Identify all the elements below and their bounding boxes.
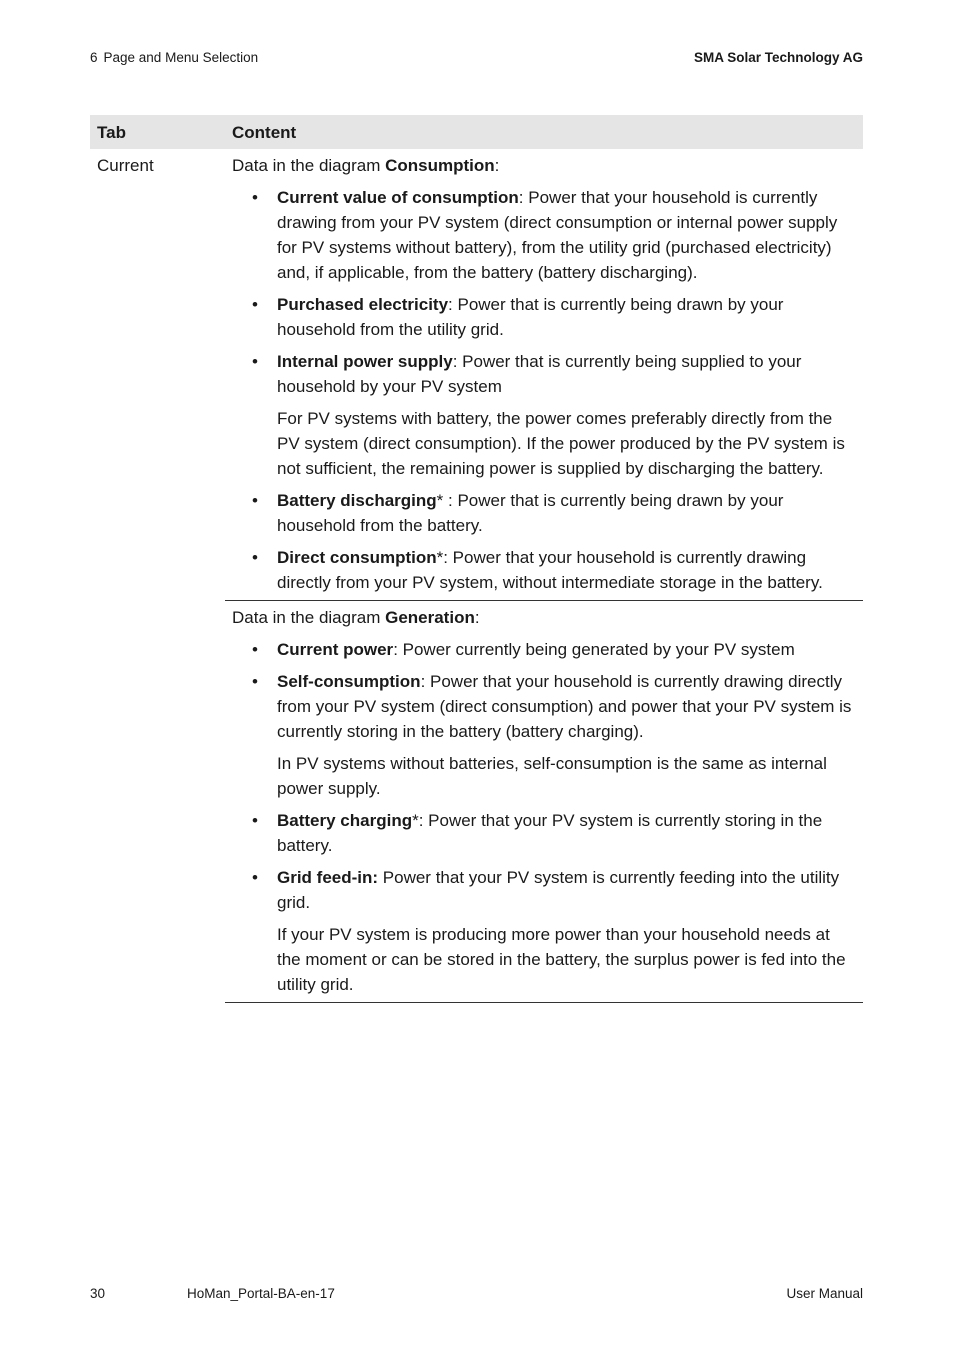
item-text: : Power currently being generated by your PV system: [393, 640, 795, 659]
item-term: Battery charging: [277, 811, 413, 830]
diagram-name: Generation: [385, 608, 475, 627]
chapter-number: 6: [90, 50, 98, 65]
item-term: Self-consumption: [277, 672, 421, 691]
column-header-tab: Tab: [90, 115, 225, 149]
list-item: [232, 669, 856, 801]
item-note: If your PV system is producing more power than your household needs at the moment or can be stored in the battery, the surplus power is fed into the utility grid.: [277, 925, 846, 994]
bullet-icon: •: [252, 188, 258, 207]
document-type: User Manual: [786, 1286, 863, 1301]
bullet-icon: •: [252, 491, 258, 510]
consumption-list: [232, 185, 856, 595]
chapter-title: Page and Menu Selection: [103, 50, 259, 65]
item-note: For PV systems with battery, the power comes preferably directly from the PV system (direct consumption). If the power produced by the PV system is not sufficient, the remaining power is supplied by discharging the battery.: [277, 409, 845, 478]
bullet-icon: •: [252, 640, 258, 659]
table-header-row: [90, 115, 863, 149]
tab-name-cell: Current: [97, 156, 154, 175]
consumption-cell: [225, 149, 863, 601]
item-text: Power that your PV system is currently feeding into the utility grid.: [277, 868, 840, 912]
running-header-chapter: [90, 50, 258, 65]
tab-content-table: [90, 115, 863, 1003]
bullet-icon: •: [252, 672, 258, 691]
generation-list: [232, 637, 856, 997]
list-item: [232, 865, 856, 997]
consumption-intro: [232, 153, 856, 178]
intro-text: Data in the diagram: [232, 608, 386, 627]
item-text: : Power that is currently being supplied to your household by your PV system: [277, 352, 802, 396]
company-name: SMA Solar Technology AG: [693, 50, 863, 65]
item-text: *: Power that your PV system is currently storing in the battery.: [277, 811, 823, 855]
item-term: Purchased electricity: [277, 295, 449, 314]
item-note: In PV systems without batteries, self-consumption is the same as internal power supply.: [277, 754, 827, 798]
list-item: [232, 808, 856, 858]
intro-text: Data in the diagram: [232, 156, 386, 175]
column-header-content: Content: [225, 115, 863, 149]
item-term: Battery discharging: [277, 491, 437, 510]
diagram-name: Consumption: [385, 156, 495, 175]
item-text: : Power that your household is currently drawing directly from your PV system (direct consumption) and power that your PV system is currently storing in the battery (battery charging).: [277, 672, 852, 741]
generation-cell: [225, 601, 863, 1003]
list-item: [232, 185, 856, 285]
item-term: Grid feed-in:: [277, 868, 379, 887]
item-term: Current value of consumption: [277, 188, 519, 207]
page-number: 30: [90, 1286, 106, 1301]
list-item: [232, 488, 856, 538]
item-text: * : Power that is currently being drawn by your household from the battery.: [277, 491, 784, 535]
intro-colon: :: [474, 608, 480, 627]
intro-colon: :: [494, 156, 500, 175]
list-item: [232, 637, 856, 662]
generation-intro: [232, 605, 856, 630]
item-text: : Power that is currently being drawn by your household from the utility grid.: [277, 295, 784, 339]
bullet-icon: •: [252, 548, 258, 567]
bullet-icon: •: [252, 868, 258, 887]
item-text: *: Power that your household is currently drawing directly from your PV system, without intermediate storage in the battery.: [277, 548, 823, 592]
list-item: [232, 545, 856, 595]
bullet-icon: •: [252, 295, 258, 314]
item-term: Direct consumption: [277, 548, 437, 567]
document-id: HoMan_Portal-BA-en-17: [187, 1286, 335, 1301]
item-term: Current power: [277, 640, 394, 659]
list-item: [232, 292, 856, 342]
bullet-icon: •: [252, 811, 258, 830]
table-row-consumption: [90, 149, 863, 601]
item-term: Internal power supply: [277, 352, 453, 371]
list-item: [232, 349, 856, 481]
bullet-icon: •: [252, 352, 258, 371]
item-text: : Power that your household is currently drawing from your PV system (direct consumption or internal power supply for PV systems without battery), from the utility grid (purchased electricity) and, if applicable, from the battery (battery discharging).: [277, 188, 838, 282]
